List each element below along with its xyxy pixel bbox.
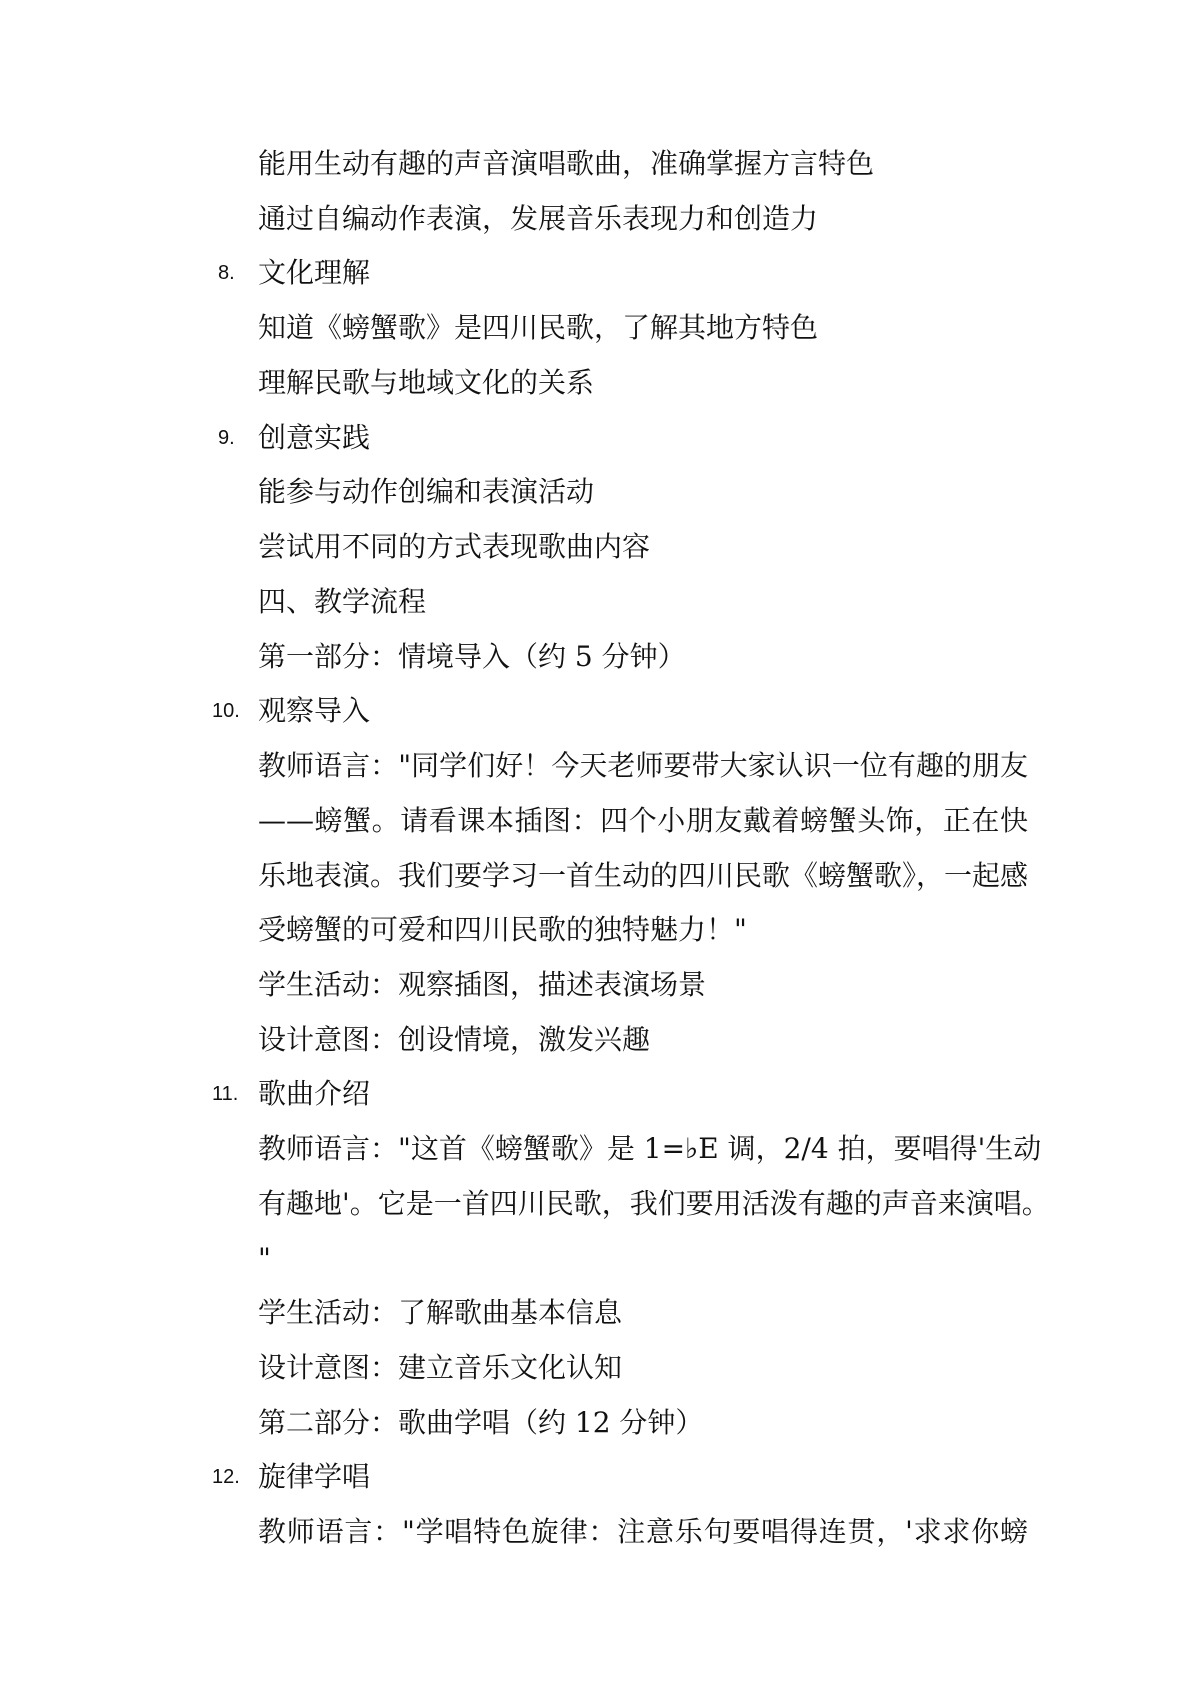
section-title	[258, 582, 426, 622]
paragraph-line	[258, 308, 818, 348]
part-title	[258, 637, 686, 677]
list-number: 11.	[212, 1083, 239, 1105]
line-text: 尝试用不同的方式表现歌曲内容	[258, 530, 651, 563]
list-heading	[258, 1074, 370, 1114]
paragraph-line	[258, 527, 650, 567]
paragraph-line	[258, 363, 594, 403]
heading-text: 歌曲介绍	[258, 1077, 371, 1110]
line-text: 教师语言："同学们好！今天老师要带大家认识一位有趣的朋友	[258, 749, 1028, 782]
paragraph-line	[258, 1239, 271, 1279]
paragraph-line	[258, 144, 874, 184]
line-text: 能参与动作创编和表演活动	[258, 475, 595, 508]
heading-text: 文化理解	[258, 256, 371, 289]
paragraph-line	[258, 199, 818, 239]
paragraph-line	[258, 746, 1028, 786]
line-text: 受螃蟹的可爱和四川民歌的独特魅力！"	[258, 913, 747, 946]
line-text: ——螃蟹。请看课本插图：四个小朋友戴着螃蟹头饰，正在快	[258, 804, 1028, 837]
list-number: 9.	[218, 427, 235, 449]
list-heading	[258, 418, 370, 458]
paragraph-line	[258, 801, 1028, 841]
paragraph-line	[258, 472, 594, 512]
line-text: 教师语言："学唱特色旋律：注意乐句要唱得连贯，'求求你螃	[258, 1515, 1028, 1548]
paragraph-line	[258, 910, 747, 950]
line-text: 学生活动：了解歌曲基本信息	[258, 1296, 623, 1329]
paragraph-line	[258, 1348, 622, 1388]
line-text: "	[258, 1242, 271, 1275]
line-text: 教师语言："这首《螃蟹歌》是 1=♭E 调，2/4 拍，要唱得'生动	[258, 1132, 1042, 1165]
line-text: 通过自编动作表演，发展音乐表现力和创造力	[258, 202, 819, 235]
list-heading	[258, 1457, 370, 1497]
line-text: 第二部分：歌曲学唱（约 12 分钟）	[258, 1406, 704, 1439]
heading-text: 观察导入	[258, 694, 371, 727]
line-text: 四、教学流程	[258, 585, 427, 618]
line-text: 设计意图：建立音乐文化认知	[258, 1351, 623, 1384]
list-number: 12.	[212, 1466, 240, 1488]
paragraph-line	[258, 1020, 650, 1060]
paragraph-line	[258, 1512, 1028, 1552]
list-number: 10.	[212, 700, 240, 722]
part-title	[258, 1403, 703, 1443]
paragraph-line	[258, 856, 1028, 896]
line-text: 有趣地'。它是一首四川民歌，我们要用活泼有趣的声音来演唱。	[258, 1187, 1050, 1220]
heading-text: 创意实践	[258, 421, 371, 454]
paragraph-line	[258, 1129, 1042, 1169]
paragraph-line	[258, 1184, 1050, 1224]
paragraph-line	[258, 1293, 622, 1333]
line-text: 设计意图：创设情境，激发兴趣	[258, 1023, 651, 1056]
paragraph-line	[258, 965, 706, 1005]
line-text: 乐地表演。我们要学习一首生动的四川民歌《螃蟹歌》，一起感	[258, 859, 1029, 892]
line-text: 知道《螃蟹歌》是四川民歌，了解其地方特色	[258, 311, 819, 344]
line-text: 理解民歌与地域文化的关系	[258, 366, 595, 399]
heading-text: 旋律学唱	[258, 1460, 371, 1493]
line-text: 能用生动有趣的声音演唱歌曲，准确掌握方言特色	[258, 147, 875, 180]
line-text: 第一部分：情境导入（约 5 分钟）	[258, 640, 686, 673]
line-text: 学生活动：观察插图，描述表演场景	[258, 968, 707, 1001]
list-number: 8.	[218, 262, 235, 284]
list-heading	[258, 253, 370, 293]
list-heading	[258, 691, 370, 731]
